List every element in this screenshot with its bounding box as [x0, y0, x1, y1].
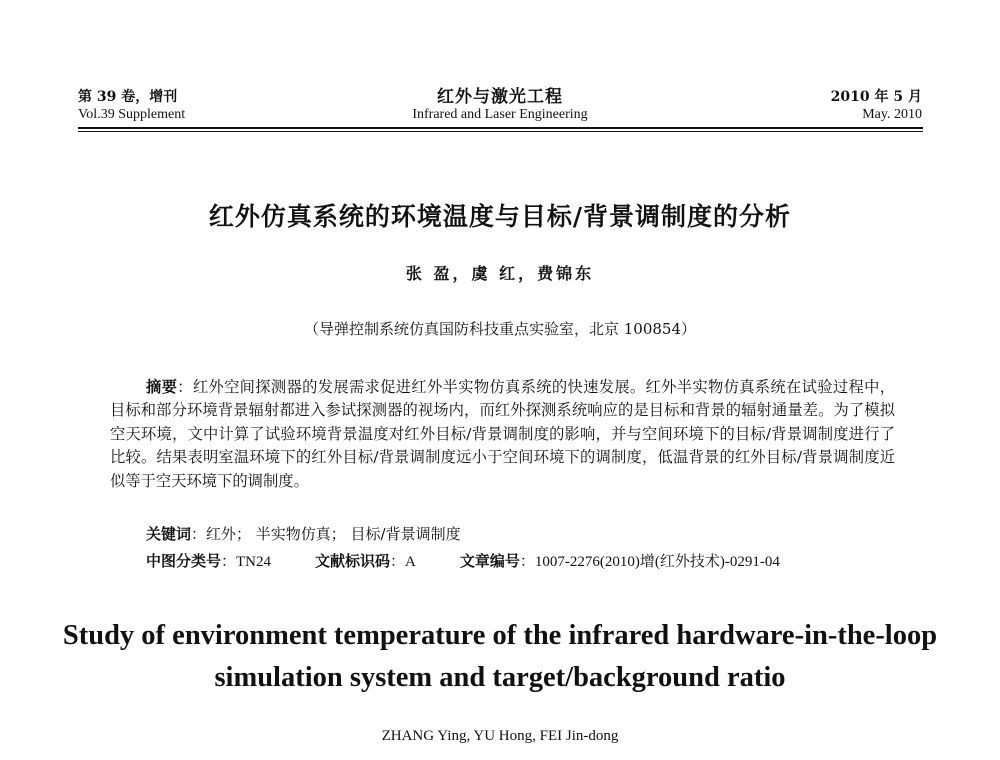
- volume-en: Vol.39 Supplement: [78, 107, 186, 122]
- journal-name-en: Infrared and Laser Engineering: [412, 107, 588, 122]
- doc-code-group: [315, 550, 416, 571]
- article-no-group: [460, 550, 780, 571]
- paper-title-en: [0, 615, 1000, 699]
- affiliation-cn: （导弹控制系统仿真国防科技重点实验室，北京 100854）: [303, 320, 697, 338]
- journal-name-cn: 红外与激光工程: [437, 87, 563, 107]
- volume-cn: 第 39 卷，增刊: [78, 89, 178, 105]
- paper-title-en-line2: simulation system and target/background ratio: [214, 662, 786, 693]
- article-no-value: ：1007-2276(2010)增(红外技术)-0291-04: [519, 554, 780, 570]
- header-rule-thick: [78, 127, 923, 129]
- paper-title-en-line1: Study of environment temperature of the infrared hardware-in-the-loop: [62, 620, 938, 651]
- classification-row: [146, 550, 824, 571]
- abstract-label: 摘要: [146, 378, 178, 396]
- paper-title-cn: 红外仿真系统的环境温度与目标/背景调制度的分析: [208, 202, 792, 231]
- clc-group: [146, 550, 271, 571]
- article-no-label: 文章编号: [459, 552, 520, 570]
- clc-value: ：TN24: [221, 554, 272, 570]
- header-rule-thin: [78, 131, 923, 132]
- doc-code-label: 文献标识码: [315, 552, 391, 570]
- abstract: [110, 376, 895, 493]
- keywords-value: ：红外； 半实物仿真； 目标/背景调制度: [191, 525, 461, 543]
- abstract-text: ：红外空间探测器的发展需求促进红外半实物仿真系统的快速发展。红外半实物仿真系统在试验过程中，目标和部分环境背景辐射都进入参试探测器的视场内，而红外探测系统响应的是目标和背景的辐射通量差。为了模拟空天环境，文中计算了试验环境背景温度对红外目标/背景调制度的影响，并与空间环境下的目标/背景调制度进行了比较。结果表明室温环境下的红外目标/背景调制度远小于空间环境下的调制度，低温背景的红外目标/背景调制度近似等于空天环境下的调制度。: [110, 378, 895, 490]
- date-en: May. 2010: [862, 107, 922, 122]
- keywords-label: 关键词: [146, 525, 192, 543]
- clc-label: 中图分类号: [146, 552, 222, 570]
- authors-cn: 张 盈，虞 红，费锦东: [405, 264, 595, 283]
- keywords: [146, 523, 461, 544]
- doc-code-value: ：A: [390, 554, 416, 570]
- date-cn: 2010 年 5 月: [830, 89, 922, 105]
- authors-en: ZHANG Ying, YU Hong, FEI Jin-dong: [381, 728, 619, 744]
